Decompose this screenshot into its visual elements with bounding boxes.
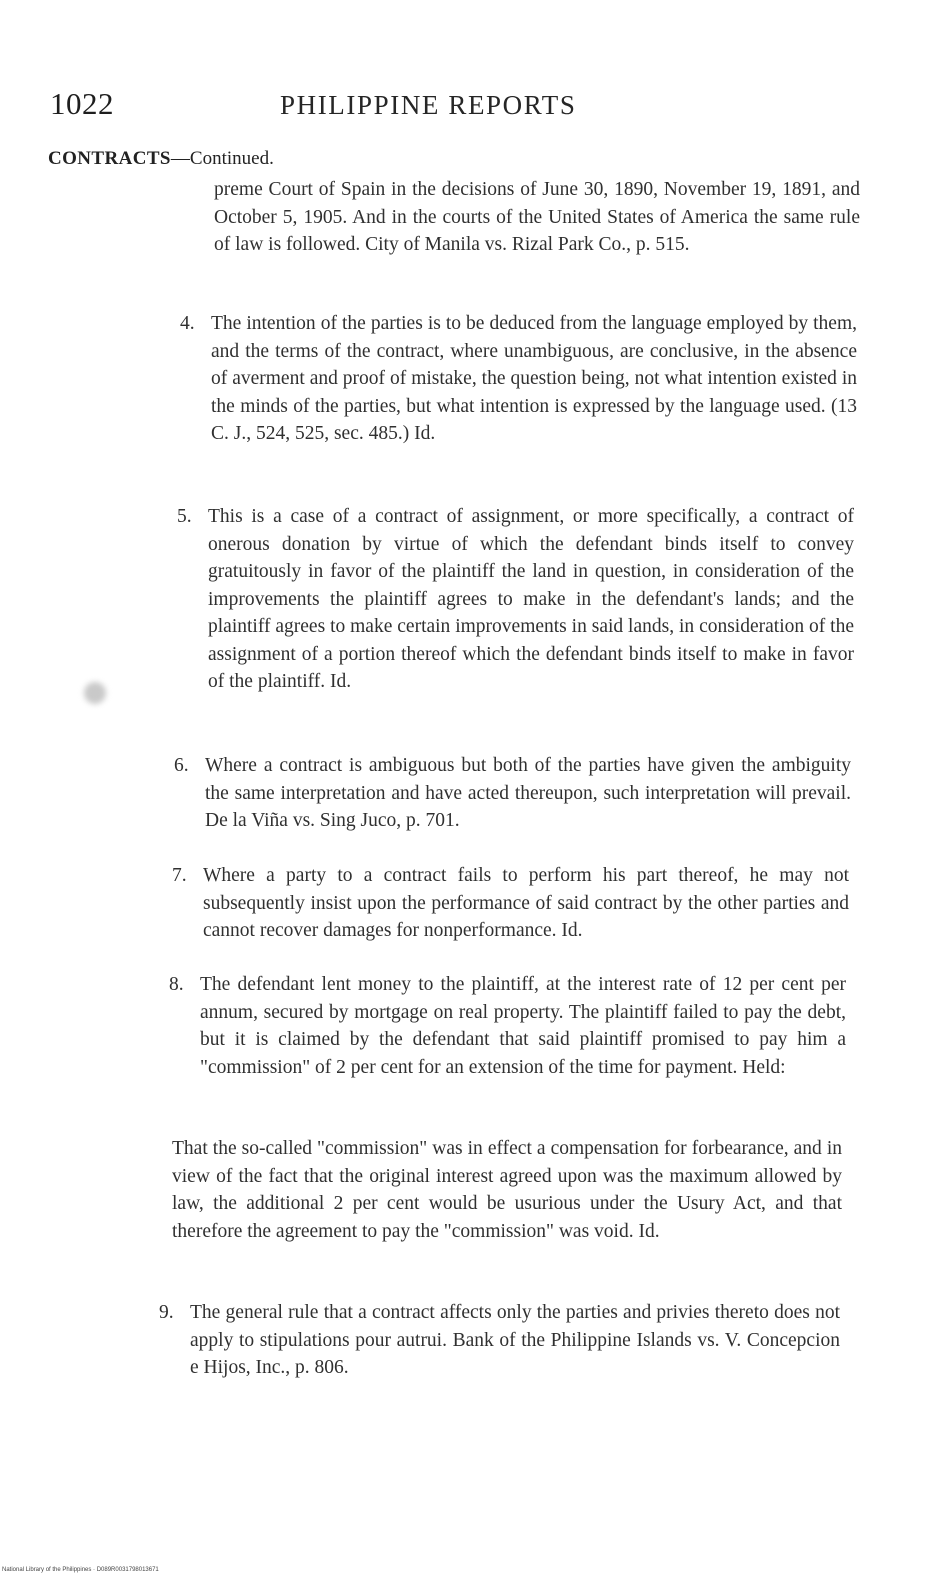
scan-footer: National Library of the Philippines · D089R0031798013671 <box>2 1567 159 1573</box>
section-heading <box>48 148 274 170</box>
paragraph-text: Where a party to a contract fails to perform his part thereof, he may not subsequently insist upon the performance of said contract by the other parties and cannot recover damages for nonperformance. Id. <box>203 865 849 941</box>
paragraph-8-holding <box>172 1135 842 1245</box>
scan-smudge <box>84 682 106 704</box>
paragraph-number: 4. <box>180 313 195 334</box>
paragraph-text: The defendant lent money to the plaintiff, at the interest rate of 12 per cent per annum, secured by mortgage on real property. The plaintiff failed to pay the debt, but it is claimed by the defendant that said plaintiff promised to pay him a "commission" of 2 per cent for an extension of the time for payment. Held: <box>200 974 846 1078</box>
paragraph-9 <box>159 1299 840 1382</box>
paragraph-number: 7. <box>172 865 187 886</box>
paragraph-number: 5. <box>177 506 192 527</box>
paragraph-text: Where a contract is ambiguous but both of the parties have given the ambiguity the same interpretation and have acted thereupon, such interpretation will prevail. De la Viña vs. Sing Juco, p. 701. <box>205 755 851 831</box>
paragraph-text: The intention of the parties is to be deduced from the language employed by them, and the terms of the contract, where unambiguous, are conclusive, in the absence of averment and proof of mistake, the question being, not what intention existed in the minds of the parties, but what intention is expressed by the language used. (13 C. J., 524, 525, sec. 485.) Id. <box>211 313 857 444</box>
paragraph-6 <box>174 752 851 835</box>
paragraph-8 <box>169 971 846 1081</box>
paragraph-continued <box>214 176 860 259</box>
page-number: 1022 <box>50 86 114 121</box>
paragraph-5 <box>177 503 854 696</box>
paragraph-number: 9. <box>159 1302 174 1323</box>
paragraph-number: 8. <box>169 974 184 995</box>
paragraph-text: This is a case of a contract of assignment, or more specifically, a contract of onerous donation by virtue of which the defendant binds itself to convey gratuitously in favor of the plaintiff the land in question, in consideration of the improvements the plaintiff agrees to make in the defendant's lands; and the plaintiff agrees to make certain improvements in said lands, in consideration of the assignment of a portion thereof which the defendant binds itself to make in favor of the plaintiff. Id. <box>208 506 854 692</box>
paragraph-7 <box>172 862 849 945</box>
paragraph-number: 6. <box>174 755 189 776</box>
running-head: PHILIPPINE REPORTS <box>280 90 577 120</box>
paragraph-text: That the so-called "commission" was in effect a compensation for forbearance, and in view of the fact that the original interest agreed upon was the maximum allowed by law, the additional 2 per cent would be usurious under the Usury Act, and that therefore the agreement to pay the "commission" was void. Id. <box>172 1138 842 1242</box>
section-continued: —Continued. <box>170 148 274 169</box>
paragraph-text: The general rule that a contract affects only the parties and privies thereto does not apply to stipulations pour autrui. Bank of the Philippine Islands vs. V. Concepcion e Hijos, Inc., p. 806. <box>190 1302 840 1378</box>
paragraph-4 <box>180 310 857 448</box>
paragraph-text: preme Court of Spain in the decisions of June 30, 1890, November 19, 1891, and October 5, 1905. And in the courts of the United States of America the same rule of law is followed. City of Manila vs. Rizal Park Co., p. 515. <box>214 179 860 255</box>
section-title: CONTRACTS <box>48 148 171 169</box>
